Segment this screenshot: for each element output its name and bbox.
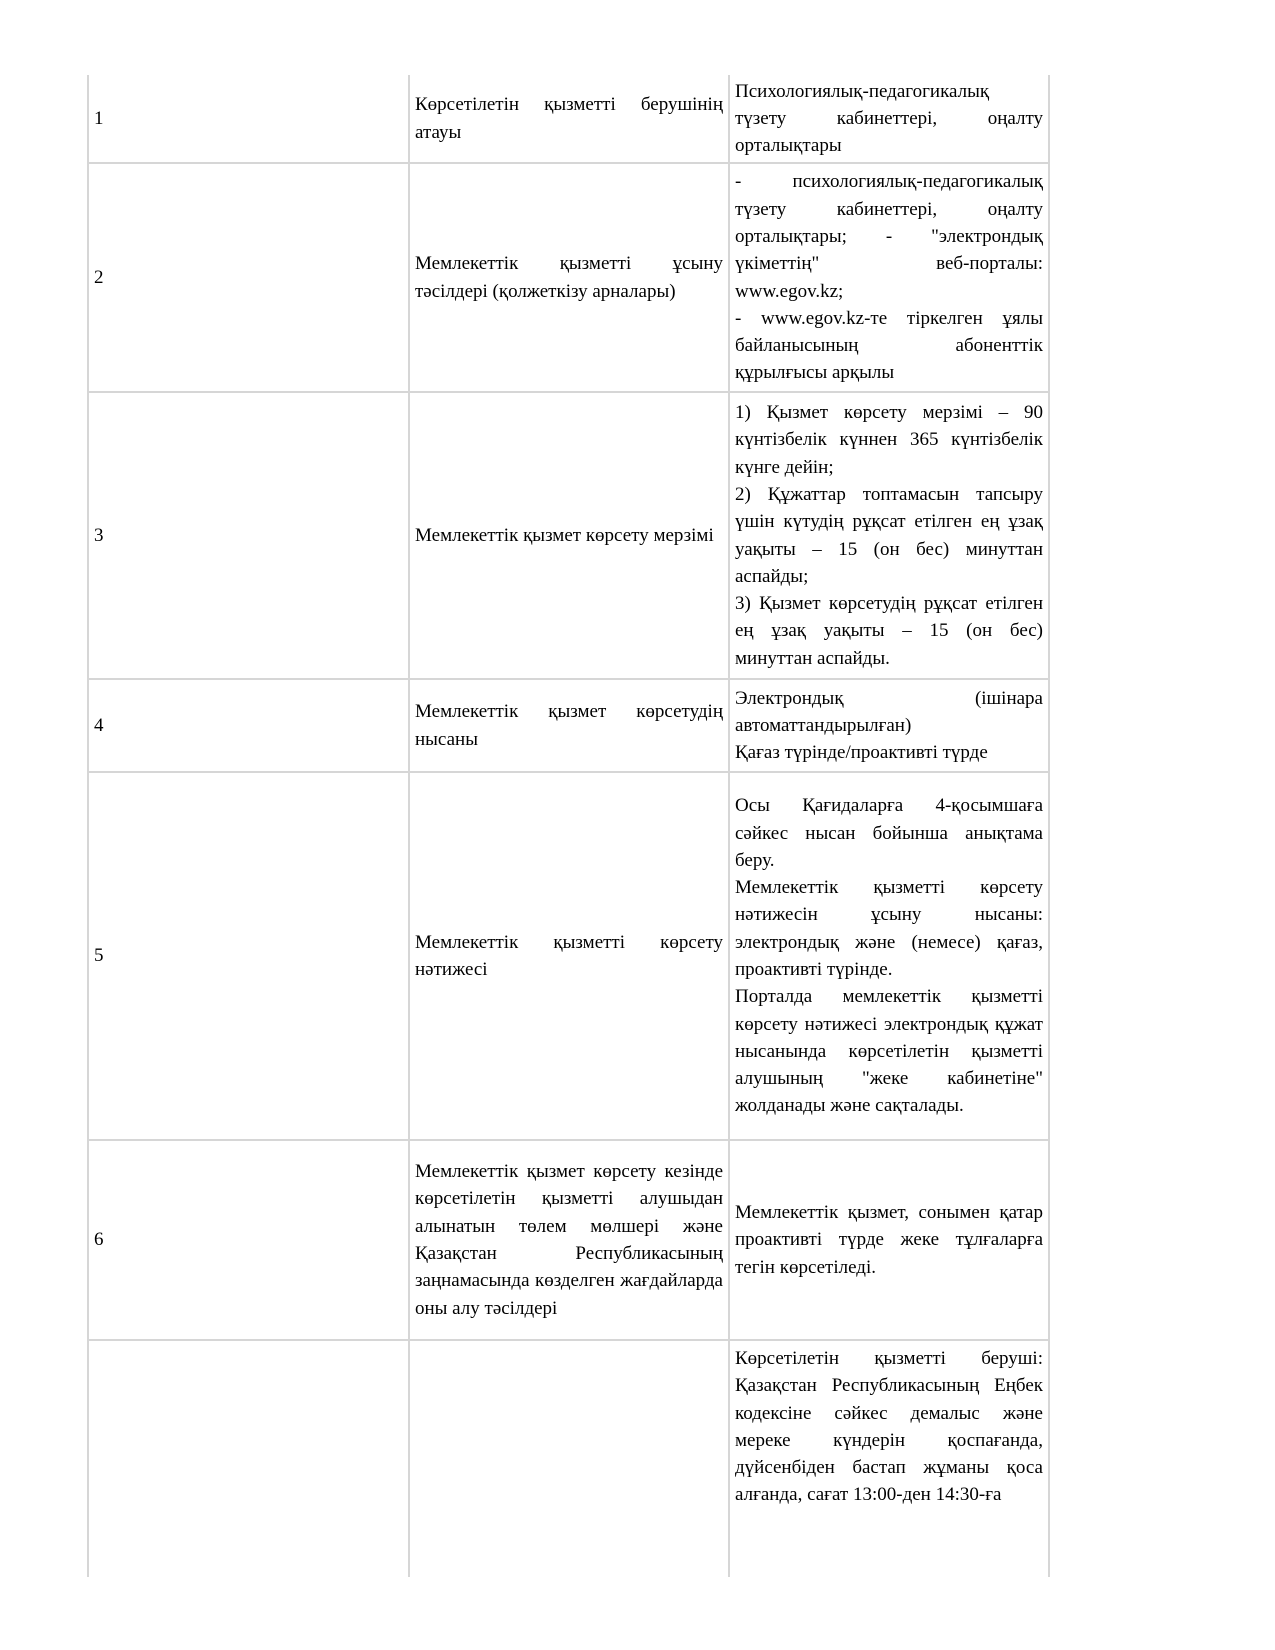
row-value [729, 1140, 1049, 1340]
value-paragraph: - www.egov.kz-те тіркелген ұялы байланысының абоненттік құрылғысы арқылы [735, 307, 1043, 384]
value-paragraph: - психологиялық-педагогикалық түзету кабинеттері, оңалту орталықтары; - "электрондық үкіметтің" веб-порталы: www.egov.kz; [735, 171, 1043, 302]
value-paragraph: 2) Құжаттар топтамасын тапсыру үшін күтудің рұқсат етілген ең ұзақ уақыты – 15 (он бес) минуттан аспайды; [735, 483, 1043, 587]
table-row [88, 163, 1049, 392]
row-label [409, 1340, 729, 1577]
row-number: 3 [88, 392, 409, 679]
value-paragraph: Қағаз түрінде/проактивті түрде [735, 742, 988, 764]
row-label: Мемлекеттік қызмет көрсету кезінде көрсетілетін қызметті алушыдан алынатын төлем мөлшері және Қазақстан Республикасының заңнамасында көзделген жағдайларда оны алу тәсілдері [409, 1140, 729, 1340]
value-paragraph: Осы Қағидаларға 4-қосымшаға сәйкес нысан бойынша анықтама беру. [735, 795, 1043, 871]
table-row [88, 679, 1049, 772]
service-standard-table [87, 75, 1050, 1577]
row-number: 4 [88, 679, 409, 772]
row-value [729, 772, 1049, 1140]
row-number [88, 1340, 409, 1577]
value-paragraph: Мемлекеттік қызметті көрсету нәтижесін ұсыну нысаны: электрондық және (немесе) қағаз, проактивті түрінде. [735, 877, 1043, 980]
row-number: 1 [88, 75, 409, 163]
row-value [729, 1340, 1049, 1577]
value-paragraph: 3) Қызмет көрсетудің рұқсат етілген ең ұзақ уақыты – 15 (он бес) минуттан аспайды. [735, 593, 1043, 669]
row-value [729, 75, 1049, 163]
row-number: 6 [88, 1140, 409, 1340]
table-row [88, 75, 1049, 163]
value-paragraph: Психологиялық-педагогикалық түзету кабинеттері, оңалту орталықтары [735, 80, 1043, 157]
value-paragraph: Порталда мемлекеттік қызметті көрсету нәтижесі электрондық құжат нысанында көрсетілетін қызметті алушының "жеке кабинетіне" жолданады және сақталады. [735, 986, 1043, 1117]
row-value [729, 679, 1049, 772]
value-paragraph: Электрондық (ішінара автоматтандырылған) [735, 687, 1043, 736]
row-number: 5 [88, 772, 409, 1140]
value-paragraph: Көрсетілетін қызметті беруші: Қазақстан Республикасының Еңбек кодексіне сәйкес демалыс және мереке күндерін қоспағанда, дүйсенбіден бастап жұманы қоса алғанда, сағат 13:00-ден 14:30-ға [735, 1348, 1043, 1506]
row-label: Мемлекеттік қызметті ұсыну тәсілдері (қолжеткізу арналары) [409, 163, 729, 392]
table-row [88, 1340, 1049, 1577]
row-value [729, 392, 1049, 679]
value-paragraph: 1) Қызмет көрсету мерзімі – 90 күнтізбелік күннен 365 күнтізбелік күнге дейін; [735, 402, 1043, 478]
row-label: Көрсетілетін қызметті берушінің атауы [409, 75, 729, 163]
row-number: 2 [88, 163, 409, 392]
value-paragraph: Мемлекеттік қызмет, сонымен қатар проактивті түрде жеке тұлғаларға тегін көрсетіледі. [735, 1202, 1043, 1278]
row-label: Мемлекеттік қызмет көрсетудің нысаны [409, 679, 729, 772]
row-label: Мемлекеттік қызметті көрсету нәтижесі [409, 772, 729, 1140]
row-value [729, 163, 1049, 392]
table-row [88, 772, 1049, 1140]
table-row [88, 1140, 1049, 1340]
document-page [87, 75, 1048, 1577]
table-row [88, 392, 1049, 679]
row-label: Мемлекеттік қызмет көрсету мерзімі [409, 392, 729, 679]
